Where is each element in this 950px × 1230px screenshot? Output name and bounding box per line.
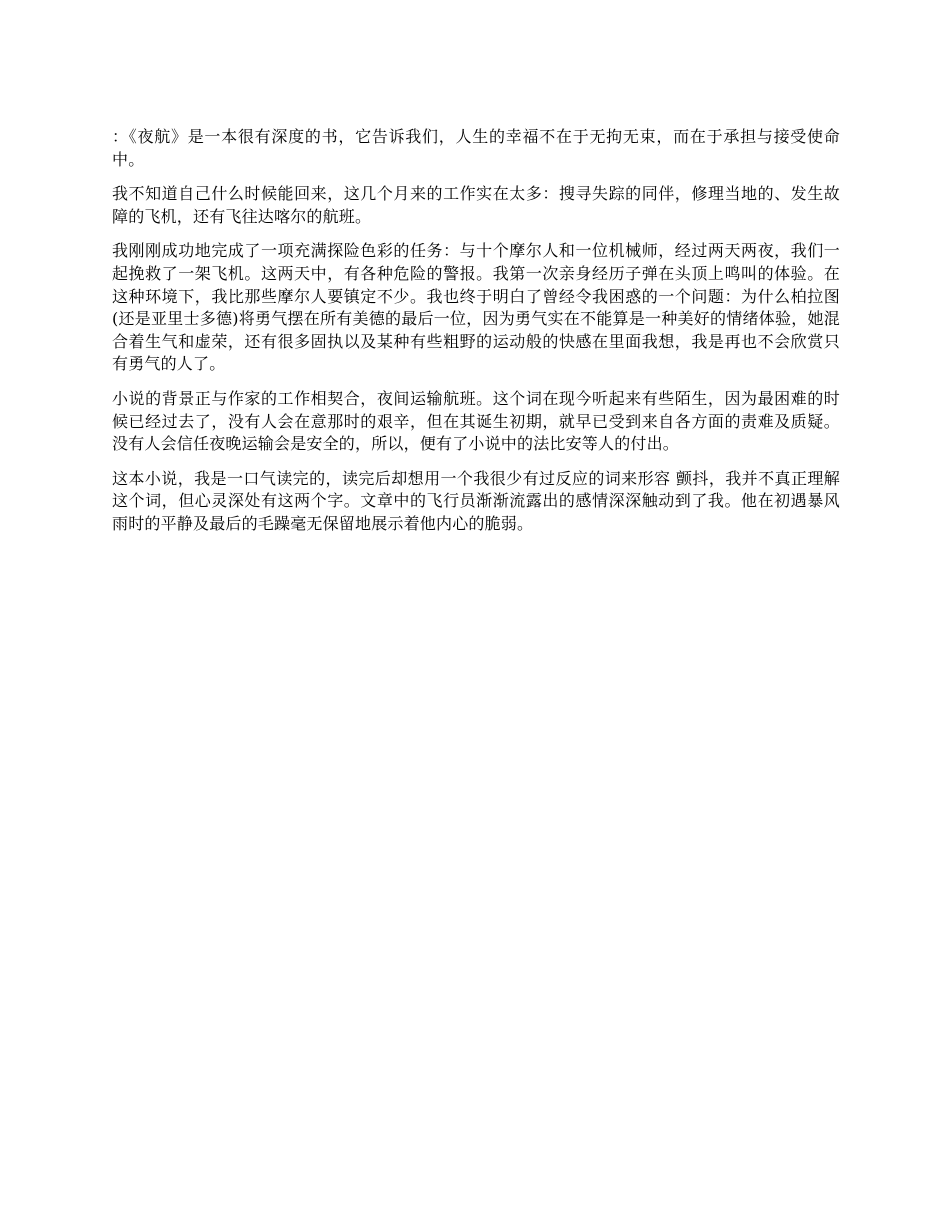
paragraph-4: 小说的背景正与作家的工作相契合，夜间运输航班。这个词在现今听起来有些陌生，因为最困难的时候已经过去了，没有人会在意那时的艰辛，但在其诞生初期，就早已受到来自各方面的责难及质疑。没有人会信任夜晚运输会是安全的，所以，便有了小说中的法比安等人的付出。 (112, 388, 840, 454)
paragraph-2: 我不知道自己什么时候能回来，这几个月来的工作实在太多：搜寻失踪的同伴，修理当地的、发生故障的飞机，还有飞往达喀尔的航班。 (112, 184, 840, 226)
paragraph-5: 这本小说，我是一口气读完的，读完后却想用一个我很少有过反应的词来形容 颤抖，我并不真正理解这个词，但心灵深处有这两个字。文章中的飞行员渐渐流露出的感情深深触动到了我。他在初遇暴风雨时的平静及最后的毛躁毫无保留地展示着他内心的脆弱。 (112, 468, 840, 533)
paragraph-3: 我刚刚成功地完成了一项充满探险色彩的任务：与十个摩尔人和一位机械师，经过两天两夜，我们一起挽救了一架飞机。这两天中，有各种危险的警报。我第一次亲身经历子弹在头顶上鸣叫的体验。在这种环境下，我比那些摩尔人要镇定不少。我也终于明白了曾经令我困惑的一个问题：为什么柏拉图(还是亚里士多德)将勇气摆在所有美德的最后一位，因为勇气实在不能算是一种美好的情绪体验，她混合着生气和虚荣，还有很多固执以及某种有些粗野的运动般的快感在里面我想，我是再也不会欣赏只有勇气的人了。 (112, 241, 840, 374)
paragraph-1: ：《夜航》是一本很有深度的书，它告诉我们，人生的幸福不在于无拘无束，而在于承担与接受使命中。 (112, 127, 840, 169)
